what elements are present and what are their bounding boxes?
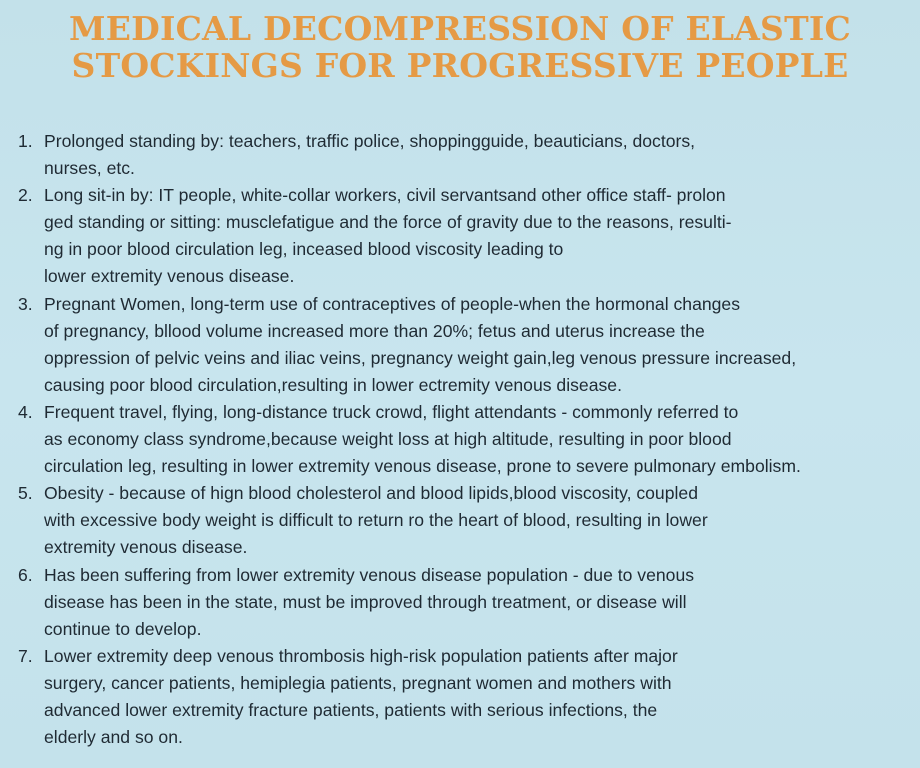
list-item bbox=[18, 182, 916, 290]
list-item-text bbox=[44, 128, 916, 182]
text-line: nurses, etc. bbox=[44, 158, 135, 179]
text-line: Lower extremity deep venous thrombosis high-risk population patients after major bbox=[44, 645, 678, 666]
list-item-number: 1. bbox=[18, 131, 33, 151]
text-line: causing poor blood circulation,resulting in lower ectremity venous disease. bbox=[44, 374, 622, 395]
list-item-text bbox=[44, 562, 916, 643]
text-line: ged standing or sitting: musclefatigue and the force of gravity due to the reasons, resulti- bbox=[44, 212, 732, 233]
list-item-text bbox=[44, 643, 916, 751]
list-item-number: 4. bbox=[18, 401, 33, 422]
title-line-1: MEDICAL DECOMPRESSION OF ELASTIC bbox=[69, 9, 851, 48]
page-title bbox=[0, 10, 920, 84]
text-line: of pregnancy, bllood volume increased more than 20%; fetus and uterus increase the bbox=[44, 320, 705, 341]
list-item-text bbox=[44, 182, 916, 290]
title-line-2: STOCKINGS FOR PROGRESSIVE PEOPLE bbox=[71, 46, 849, 85]
text-line: Prolonged standing by: teachers, traffic police, shoppingguide, beauticians, doctors, bbox=[44, 131, 696, 151]
list-item-number: 7. bbox=[18, 645, 33, 666]
list-item-text bbox=[44, 399, 916, 480]
list-item-number: 5. bbox=[18, 483, 33, 504]
text-line: elderly and so on. bbox=[44, 727, 183, 748]
text-line: Pregnant Women, long-term use of contraceptives of people-when the hormonal changes bbox=[44, 293, 741, 314]
list-item-number: 6. bbox=[18, 564, 33, 585]
text-line: lower extremity venous disease. bbox=[44, 266, 295, 287]
list-item bbox=[18, 480, 916, 561]
text-line: ng in poor blood circulation leg, inceased blood viscosity leading to bbox=[44, 239, 564, 260]
text-line: surgery, cancer patients, hemiplegia patients, pregnant women and mothers with bbox=[44, 672, 672, 693]
text-line: with excessive body weight is difficult to return ro the heart of blood, resulting in lower bbox=[44, 510, 708, 531]
list-item-number: 2. bbox=[18, 185, 33, 206]
text-line: oppression of pelvic veins and iliac veins, pregnancy weight gain,leg venous pressure increased, bbox=[44, 347, 797, 368]
list-item bbox=[18, 562, 916, 643]
text-line: Obesity - because of hign blood cholesterol and blood lipids,blood viscosity, coupled bbox=[44, 483, 698, 504]
risk-group-list bbox=[18, 128, 916, 751]
text-line: circulation leg, resulting in lower extremity venous disease, prone to severe pulmonary embolism. bbox=[44, 456, 801, 477]
text-line: advanced lower extremity fracture patients, patients with serious infections, the bbox=[44, 699, 658, 720]
text-line: Long sit-in by: IT people, white-collar workers, civil servantsand other office staff- prolon bbox=[44, 185, 726, 206]
text-line: Has been suffering from lower extremity venous disease population - due to venous bbox=[44, 564, 695, 585]
list-item bbox=[18, 128, 916, 182]
list-item bbox=[18, 643, 916, 751]
list-item bbox=[18, 399, 916, 480]
list-item-text bbox=[44, 480, 916, 561]
text-line: Frequent travel, flying, long-distance truck crowd, flight attendants - commonly referred to bbox=[44, 401, 739, 422]
list-item-text bbox=[44, 291, 916, 399]
list-item-number: 3. bbox=[18, 293, 33, 314]
text-line: as economy class syndrome,because weight loss at high altitude, resulting in poor blood bbox=[44, 429, 732, 450]
text-line: disease has been in the state, must be improved through treatment, or disease will bbox=[44, 591, 687, 612]
text-line: continue to develop. bbox=[44, 618, 202, 639]
text-line: extremity venous disease. bbox=[44, 537, 248, 558]
list-item bbox=[18, 291, 916, 399]
